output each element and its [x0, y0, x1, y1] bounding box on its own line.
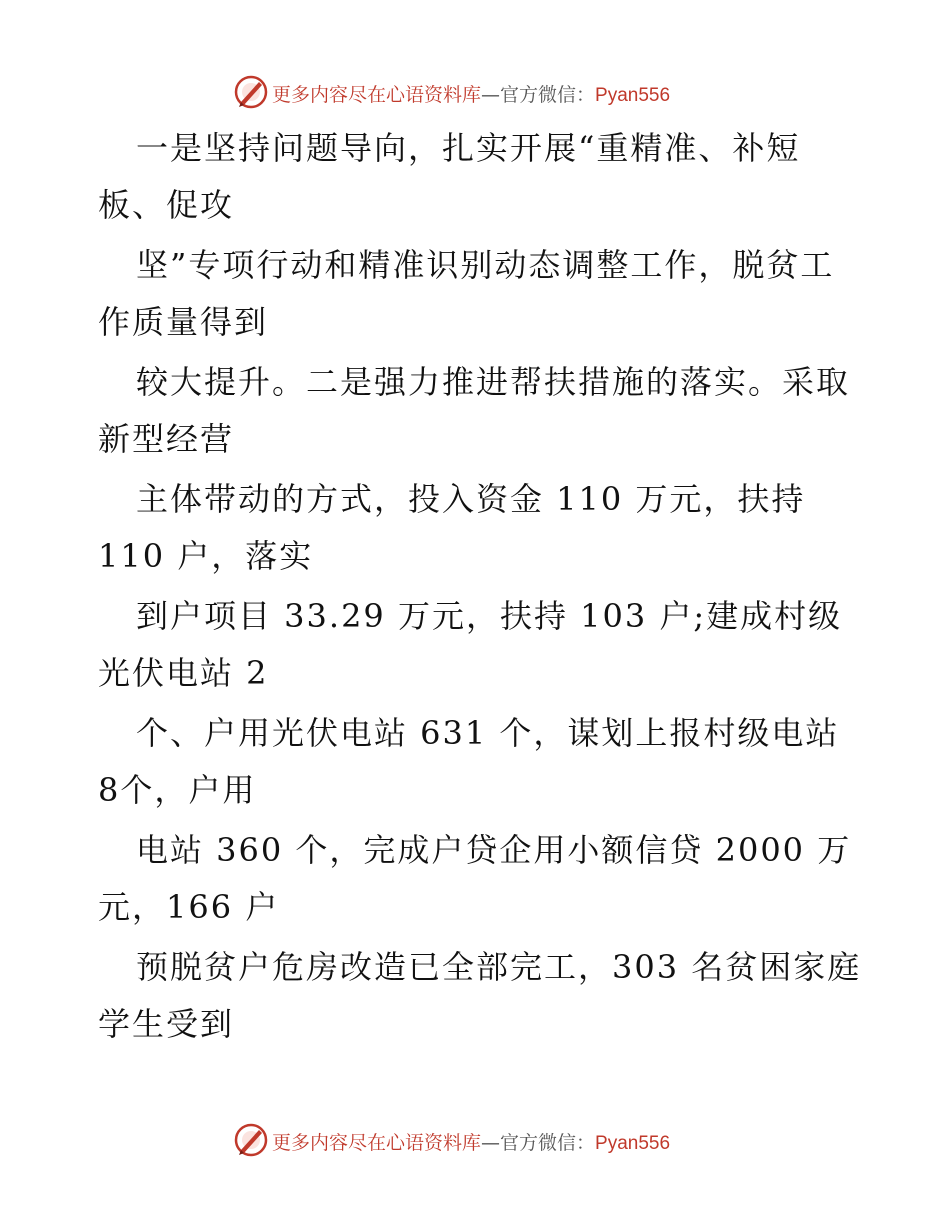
text-line: 预脱贫户危房改造已全部完工，303 名贫困家庭 — [136, 948, 862, 986]
header-watermark-banner — [0, 72, 950, 112]
text-line: 到户项目 33.29 万元，扶持 103 户;建成村级 — [136, 597, 843, 635]
banner-dash: — — [481, 1132, 501, 1154]
text-line: 电站 360 个，完成户贷企用小额信贷 2000 万 — [136, 831, 852, 869]
text-line: 110 户，落实 — [98, 537, 314, 575]
text-line: 板、促攻 — [98, 186, 235, 224]
banner-main: 更多内容尽在心语资料库 — [272, 1132, 482, 1154]
text-line: 作质量得到 — [98, 303, 269, 341]
banner-main: 更多内容尽在心语资料库 — [272, 84, 482, 106]
text-line: 光伏电站 2 — [98, 654, 269, 692]
pen-logo-icon — [233, 74, 269, 110]
text-line: 8个，户用 — [98, 771, 257, 809]
banner-wechat-label: 官方微信： — [500, 1132, 596, 1154]
pen-logo-icon — [233, 1122, 269, 1158]
banner-wechat-label: 官方微信： — [500, 84, 596, 106]
text-line: 元，166 户 — [98, 888, 280, 926]
footer-watermark-banner — [0, 1120, 950, 1160]
text-line: 个、户用光伏电站 631 个，谋划上报村级电站 — [136, 714, 840, 752]
text-line: 主体带动的方式，投入资金 110 万元，扶持 — [136, 480, 806, 518]
text-line: 新型经营 — [98, 420, 235, 458]
banner-text — [272, 80, 670, 107]
banner-dash: — — [481, 84, 501, 106]
text-line: 较大提升。二是强力推进帮扶措施的落实。采取 — [136, 363, 851, 401]
banner-wechat-id: Pyan556 — [595, 1133, 671, 1154]
banner-wechat-id: Pyan556 — [595, 85, 671, 106]
text-line: 一是坚持问题导向，扎实开展“重精准、补短 — [136, 129, 801, 167]
text-line: 坚”专项行动和精准识别动态调整工作，脱贫工 — [136, 246, 835, 284]
text-line: 学生受到 — [98, 1005, 235, 1043]
banner-text — [272, 1128, 670, 1155]
